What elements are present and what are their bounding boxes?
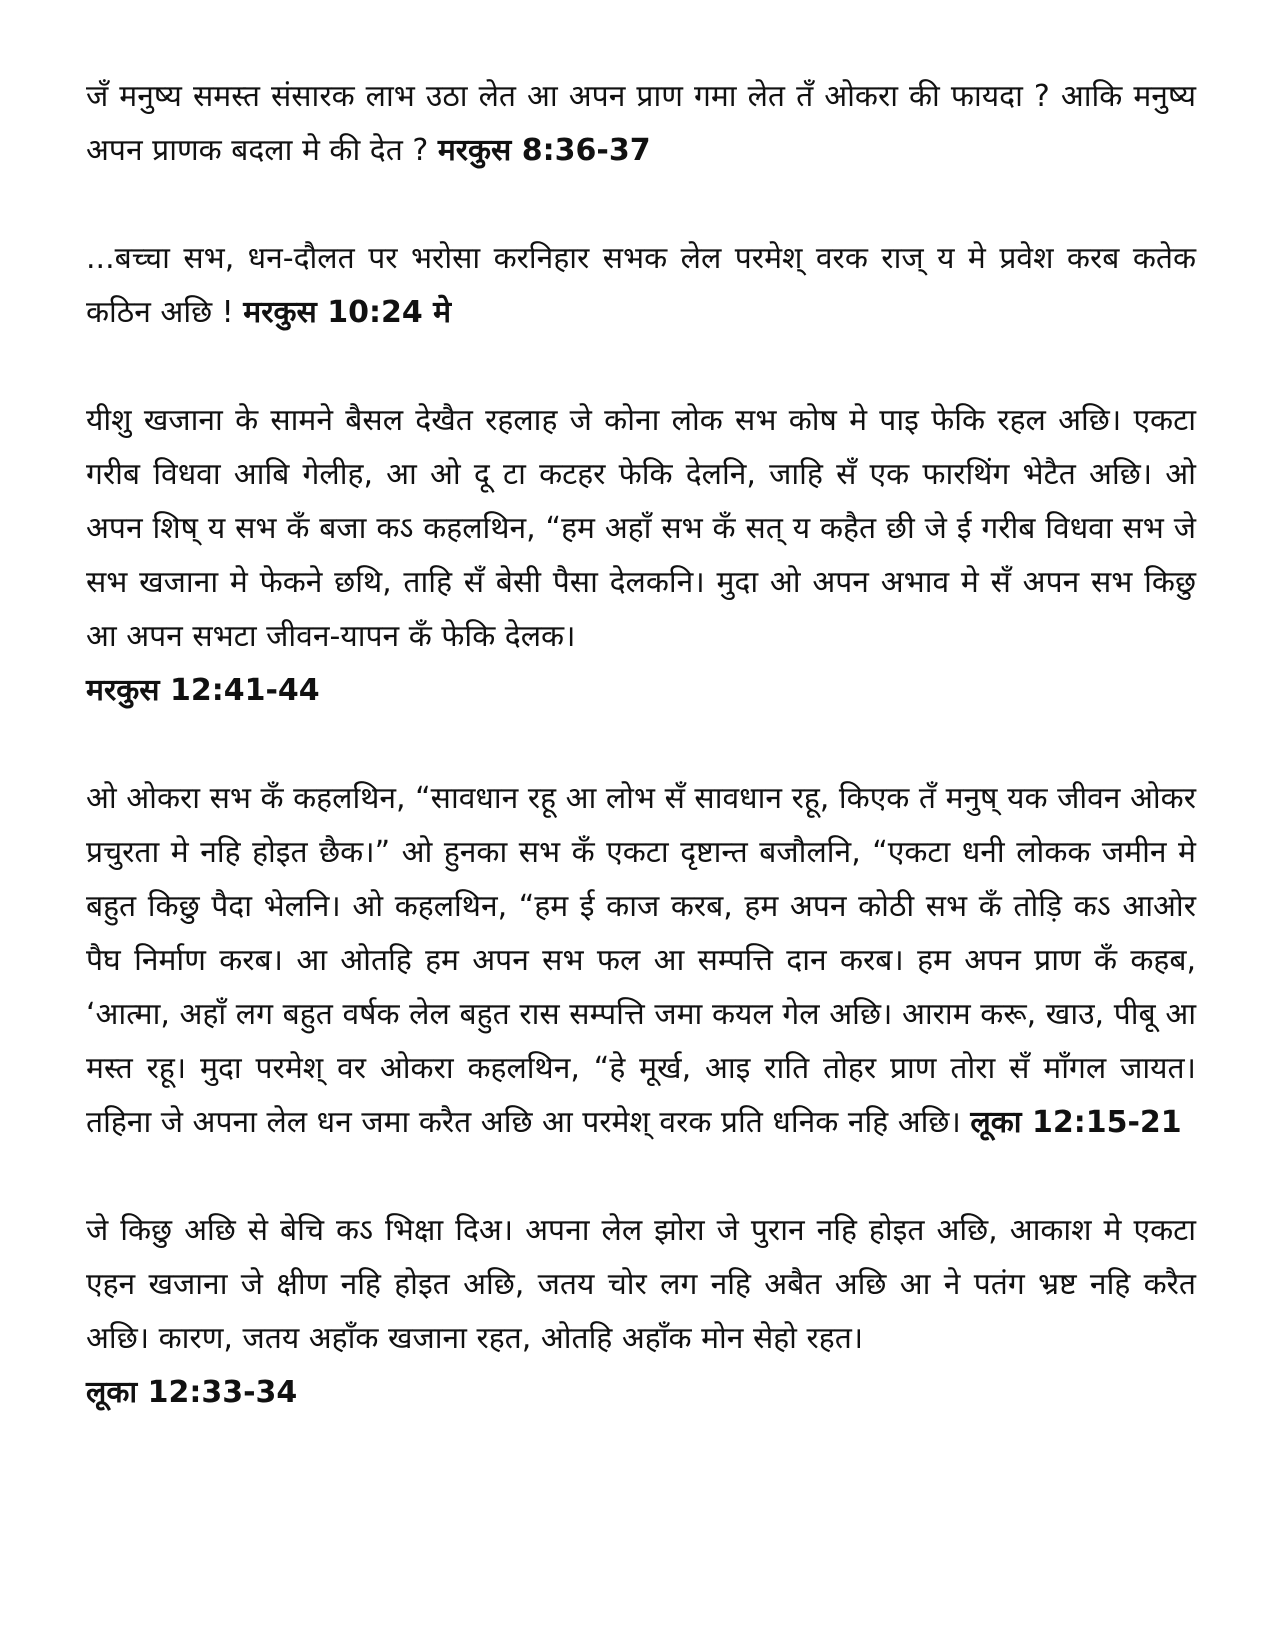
scripture-reference: मरकुस 8:36-37 [437, 133, 651, 168]
passage-mark-8-36 [86, 70, 1196, 178]
passage-text: यीशु खजाना के सामने बैसल देखैत रहलाह जे कोना लोक सभ कोष मे पाइ फेकि रहल अछि। एकटा गरीब विधवा आबि गेलीह, आ ओ दू टा कटहर फेकि देलनि, जाहि सँ एक फारथिंग भेटैत अछि। ओ अपन शिष् य सभ कँ बजा कऽ कहलथिन, “हम अहाँ सभ कँ सत् य कहैत छी जे ई गरीब विधवा सभ जे सभ खजाना मे फेकने छथि, ताहि सँ बेसी पैसा देलकनि। मुदा ओ अपन अभाव मे सँ अपन सभ किछु आ अपन सभटा जीवन-यापन कँ फेकि देलक। [86, 403, 1196, 654]
scripture-reference: मरकुस 10:24 मे [243, 295, 452, 330]
scripture-reference: मरकुस 12:41-44 [86, 673, 320, 708]
passage-text: जँ मनुष्य समस्त संसारक लाभ उठा लेत आ अपन प्राण गमा लेत तँ ओकरा की फायदा ? आकि मनुष्य अपन प्राणक बदला मे की देत ? [86, 79, 1196, 168]
scripture-reference: लूका 12:15-21 [970, 1105, 1182, 1140]
passage-mark-10-24 [86, 232, 1196, 340]
passage-text: जे किछु अछि से बेचि कऽ भिक्षा दिअ। अपना लेल झोरा जे पुरान नहि होइत अछि, आकाश मे एकटा एहन खजाना जे क्षीण नहि होइत अछि, जतय चोर लग नहि अबैत अछि आ ने पतंग भ्रष्ट नहि करैत अछि। कारण, जतय अहाँक खजाना रहत, ओतहि अहाँक मोन सेहो रहत। [86, 1213, 1196, 1356]
document-page [86, 70, 1196, 1474]
scripture-reference: लूका 12:33-34 [86, 1375, 298, 1410]
passage-text: ...बच्चा सभ, धन-दौलत पर भरोसा करनिहार सभक लेल परमेश् वरक राज् य मे प्रवेश करब कतेक कठिन अछि ! [86, 241, 1196, 330]
passage-mark-12-41 [86, 394, 1196, 718]
passage-luke-12-33 [86, 1204, 1196, 1420]
passage-luke-12-15 [86, 772, 1196, 1150]
passage-text: ओ ओकरा सभ कँ कहलथिन, “सावधान रहू आ लोभ सँ सावधान रहू, किएक तँ मनुष् यक जीवन ओकर प्रचुरता मे नहि होइत छैक।” ओ हुनका सभ कँ एकटा दृष्टान्त बजौलनि, “एकटा धनी लोकक जमीन मे बहुत किछु पैदा भेलनि। ओ कहलथिन, “हम ई काज करब, हम अपन कोठी सभ कँ तोड़ि कऽ आओर पैघ निर्माण करब। आ ओतहि हम अपन सभ फल आ सम्पत्ति दान करब। हम अपन प्राण कँ कहब, ‘आत्मा, अहाँ लग बहुत वर्षक लेल बहुत रास सम्पत्ति जमा कयल गेल अछि। आराम करू, खाउ, पीबू आ मस्त रहू। मुदा परमेश् वर ओकरा कहलथिन, “हे मूर्ख, आइ राति तोहर प्राण तोरा सँ माँगल जायत। तहिना जे अपना लेल धन जमा करैत अछि आ परमेश् वरक प्रति धनिक नहि अछि। [86, 781, 1196, 1140]
